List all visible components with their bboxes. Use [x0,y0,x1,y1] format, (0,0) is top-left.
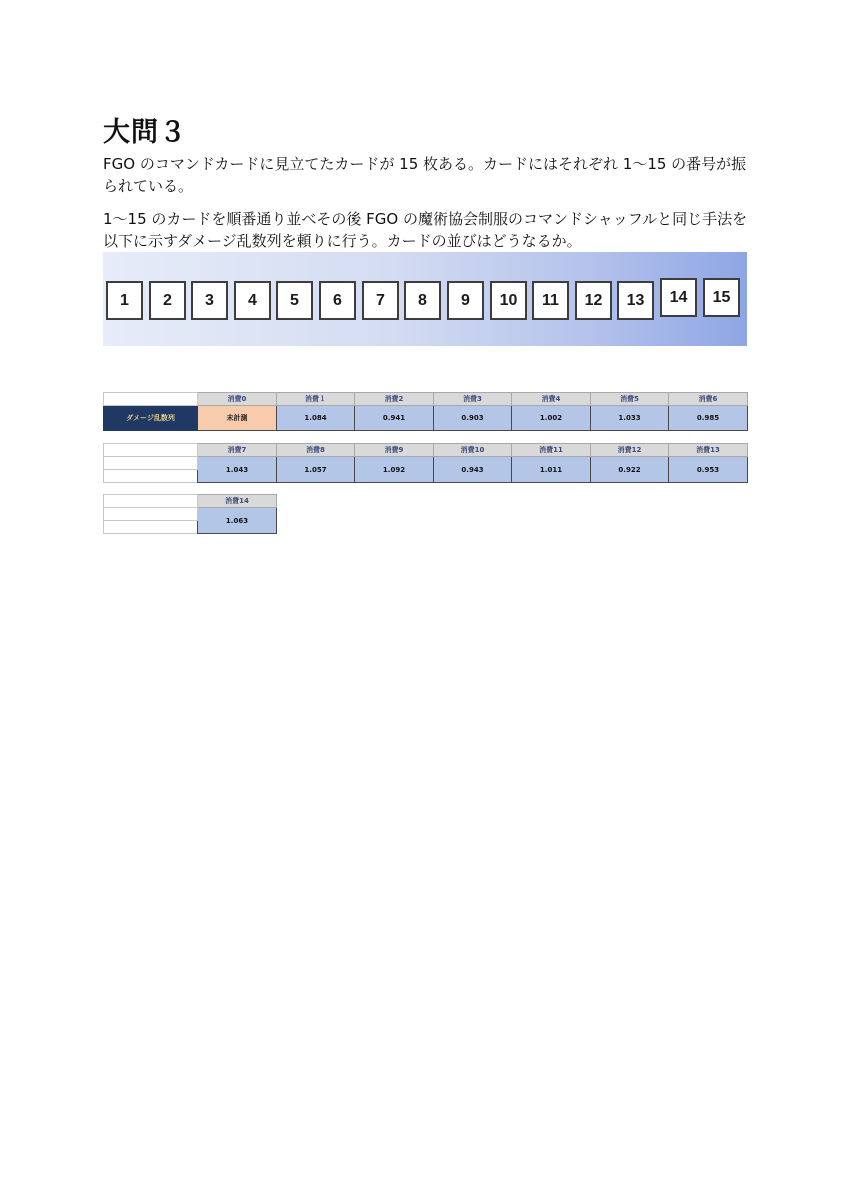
table-cell: 0.903 [434,406,512,431]
table-header: 消費3 [434,393,512,406]
card: 14 [660,278,697,317]
damage-table-block-2 [103,443,748,483]
card: 12 [575,281,612,320]
table-cell: 0.943 [434,457,512,483]
card: 2 [149,281,186,320]
card: 15 [703,278,740,317]
table-cell: 1.057 [277,457,355,483]
table-header: 消費5 [591,393,669,406]
table-cell: 0.941 [355,406,434,431]
card: 1 [106,281,143,320]
card: 3 [191,281,228,320]
table-header: 消費１ [277,393,355,406]
table-header: 消費4 [512,393,591,406]
page-title: 大問３ [103,117,187,148]
table-cell: 未計測 [198,406,277,431]
table-header: 消費6 [669,393,748,406]
table-header: 消費0 [198,393,277,406]
card: 7 [362,281,399,320]
card: 11 [532,281,569,320]
table-cell: 0.922 [591,457,669,483]
card: 8 [404,281,441,320]
table-cell: 1.011 [512,457,591,483]
table-header: 消費2 [355,393,434,406]
card: 9 [447,281,484,320]
row-label: ダメージ乱数列 [104,406,198,431]
table-header: 消費12 [591,444,669,457]
table-header: 消費9 [355,444,434,457]
problem-paragraph-1: FGO のコマンドカードに見立てたカードが 15 枚ある。カードにはそれぞれ 1～15 の番号が振られている。 [103,155,747,195]
table-cell: 1.043 [198,457,277,483]
card: 10 [490,281,527,320]
table-header: 消費13 [669,444,748,457]
card: 4 [234,281,271,320]
table-cell: 0.985 [669,406,748,431]
damage-table-block-1 [103,392,748,431]
card: 5 [276,281,313,320]
card: 6 [319,281,356,320]
card-row-banner [103,252,747,346]
table-cell: 1.063 [198,508,277,534]
table-header: 消費7 [198,444,277,457]
table-cell: 1.002 [512,406,591,431]
table-header: 消費8 [277,444,355,457]
problem-paragraph-2: 1～15 のカードを順番通り並べその後 FGO の魔術協会制服のコマンドシャッフルと同じ手法を以下に示すダメージ乱数列を頼りに行う。カードの並びはどうなるか。 [103,210,748,250]
table-cell: 1.084 [277,406,355,431]
table-header: 消費14 [198,495,277,508]
table-header: 消費11 [512,444,591,457]
table-cell: 1.092 [355,457,434,483]
table-header: 消費10 [434,444,512,457]
damage-table-block-3 [103,494,277,534]
table-cell: 0.953 [669,457,748,483]
table-cell: 1.033 [591,406,669,431]
card: 13 [617,281,654,320]
